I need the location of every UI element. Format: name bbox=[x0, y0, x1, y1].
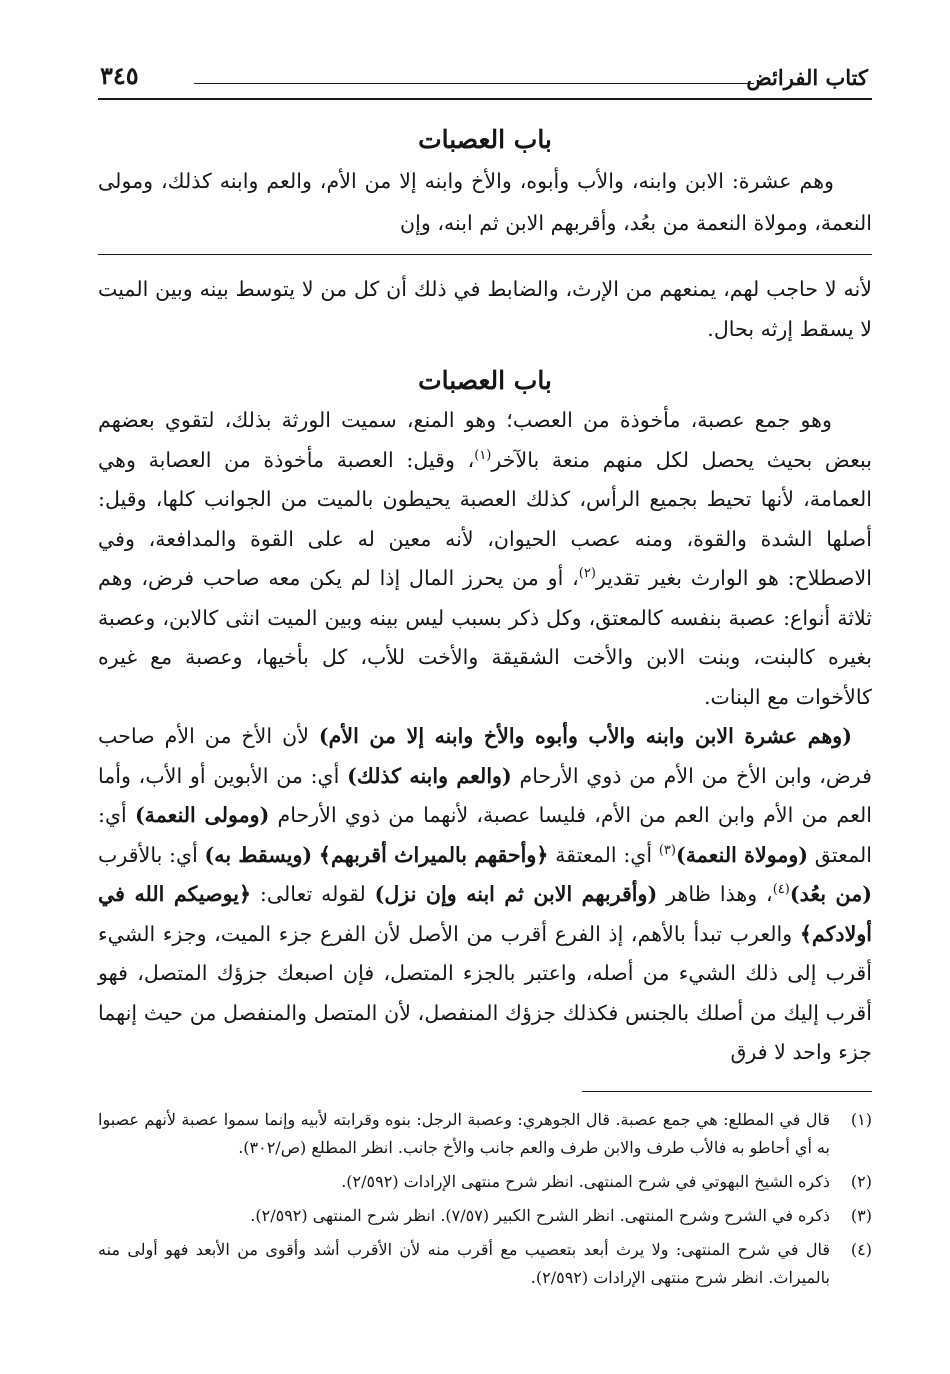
footnote-text: ذكره الشيخ البهوتي في شرح المنتهى. انظر شرح منتهى الإرادات (٢/٥٩٢). bbox=[341, 1171, 830, 1191]
quoted-matn: (والعم وابنه كذلك) bbox=[347, 763, 512, 788]
quoted-matn: (وهم عشرة الابن وابنه والأب وأبوه والأخ وابنه إلا من الأم) bbox=[318, 724, 852, 748]
text-run: أي: المعتقة bbox=[548, 842, 659, 867]
footnote-divider bbox=[582, 1091, 872, 1092]
quoted-hadith: ﴿وأحقهم بالميراث أقربهم﴾ bbox=[318, 842, 549, 867]
text-run: أي: من الأبوين أو الأب، وأما العم من الأم وابن العم من الأم، فليسا عصبة، لأنهما من ذوي الأرحام bbox=[98, 763, 873, 827]
page-number: ٣٤٥ bbox=[100, 61, 139, 90]
footnote-ref-3[interactable]: (٣) bbox=[658, 842, 676, 858]
book-page bbox=[98, 40, 872, 1298]
quoted-matn: (من بعُد) bbox=[789, 882, 873, 906]
book-title: كتاب الفرائض bbox=[746, 65, 868, 90]
footnote-text: قال في المطلع: هي جمع عصبة. قال الجوهري: وعصبة الرجل: بنوه وقرابته لأبيه وإنما سموا عصبة لأنهم عصبوا به أي أحاطو به فالأب طرف والابن طرف والعم جانب والأخ جانب. انظر المطلع (ص/٣٠٢). bbox=[98, 1109, 830, 1157]
text-run: أي: المعتق bbox=[98, 803, 872, 867]
matn-title: باب العصبات bbox=[418, 125, 552, 154]
header-rule bbox=[194, 83, 754, 84]
footnote-number: (٢) bbox=[850, 1171, 872, 1191]
footnote-3 bbox=[98, 1202, 872, 1230]
footnote-text: ذكره في الشرح وشرح المنتهى. انظر الشرح الكبير (٧/٥٧). انظر شرح المنتهى (٢/٥٩٢). bbox=[250, 1205, 830, 1225]
footnote-2 bbox=[98, 1168, 872, 1196]
commentary-paragraph-1 bbox=[98, 401, 872, 717]
footnote-number: (١) bbox=[850, 1109, 872, 1129]
matn-commentary-divider bbox=[98, 254, 872, 255]
footnote-number: (٣) bbox=[850, 1205, 872, 1225]
text-run bbox=[312, 843, 319, 867]
footnote-ref-2[interactable]: (٢) bbox=[578, 566, 596, 582]
commentary-continuation: لأنه لا حاجب لهم، يمنعهم من الإرث، والضابط في ذلك أن كل من لا يتوسط بينه وبين الميت لا يسقط إرثه بحال. bbox=[98, 277, 872, 341]
text-run: أي: بالأقرب bbox=[98, 842, 205, 867]
footnotes bbox=[98, 1106, 872, 1292]
text-run: وهو جمع عصبة، مأخوذة من العصب؛ وهو المنع، سميت الورثة بذلك، لتقوي بعضهم ببعض بحيث يحصل لكل منهم منعة بالآخر bbox=[98, 408, 872, 472]
quoted-matn: (وأقربهم الابن ثم ابنه وإن نزل) bbox=[374, 882, 658, 906]
footnote-ref-4[interactable]: (٤) bbox=[772, 882, 790, 898]
text-run: ، وقيل: العصبة مأخوذة من العصابة وهي العمامة، لأنها تحيط بجميع الرأس، كذلك العصبة يحيطون بالميت من الجوانب كلها، وقيل: أصلها الشدة والقوة، ومنه عصب الحيوان، لأنه معين له على القوة والمدافعة، وفي الاصطلاح: هو الوارث بغير تقدير bbox=[98, 447, 872, 590]
footnote-number: (٤) bbox=[850, 1239, 872, 1259]
quoted-matn: (ومولى النعمة) bbox=[134, 803, 270, 827]
text-run: ، وهذا ظاهر bbox=[657, 882, 773, 906]
quoted-matn: (ويسقط به) bbox=[204, 842, 313, 867]
footnote-1 bbox=[98, 1106, 872, 1162]
footnote-4 bbox=[98, 1236, 872, 1292]
text-run: لقوله تعالى: bbox=[251, 882, 375, 906]
matn-text: وهم عشرة: الابن وابنه، والأب وأبوه، والأخ وابنه إلا من الأم، والعم وابنه كذلك، ومولى النعمة، ومولاة النعمة من بعُد، وأقربهم الابن ثم ابنه، وإن bbox=[98, 169, 872, 235]
footnote-text: قال في شرح المنتهى: ولا يرث أبعد بتعصيب مع أقرب منه لأن الأقرب أشد وأقوى من الأبعد فهو أولى منه بالميراث. انظر شرح منتهى الإرادات (٢/٥٩٢). bbox=[98, 1239, 830, 1287]
commentary-title: باب العصبات bbox=[418, 366, 552, 395]
text-run: لأن الأخ من الأم صاحب فرض، وابن الأخ من الأم من ذوي الأرحام bbox=[98, 724, 872, 788]
text-run: ، أو من يحرز المال إذا لم يكن معه صاحب فرض، وهم ثلاثة أنواع: عصبة بنفسه كالمعتق، وكل ذكر بسبب ليس بينه وبين الميت انثى كالابن، وعصبة بغيره كالبنت، وبنت الابن والأخت الشقيقة والأخت للأب، كل بأخيها، وعصبة مع غيره كالأخوات مع البنات. bbox=[98, 566, 872, 709]
commentary-paragraph-2 bbox=[98, 717, 872, 1073]
quoted-matn: (ومولاة النعمة) bbox=[675, 842, 809, 867]
footnote-ref-1[interactable]: (١) bbox=[474, 447, 492, 463]
quoted-verse: ﴿يوصيكم الله في أولادكم﴾ bbox=[98, 882, 872, 946]
text-run: والعرب تبدأ بالأهم، إذ الفرع أقرب من الأصل لأن الفرع جزء الميت، وجزء الشيء أقرب إلى ذلك الشيء من أصله، واعتبر بالجزء المتصل، فإن اصبعك جزؤك المتصل، فهو أقرب إليك من أصلك بالجنس فكذلك جزؤك المنفصل، لأن المتصل والمنفصل من حيث إنهما جزء واحد لا فرق bbox=[98, 921, 872, 1064]
running-header bbox=[98, 40, 872, 100]
